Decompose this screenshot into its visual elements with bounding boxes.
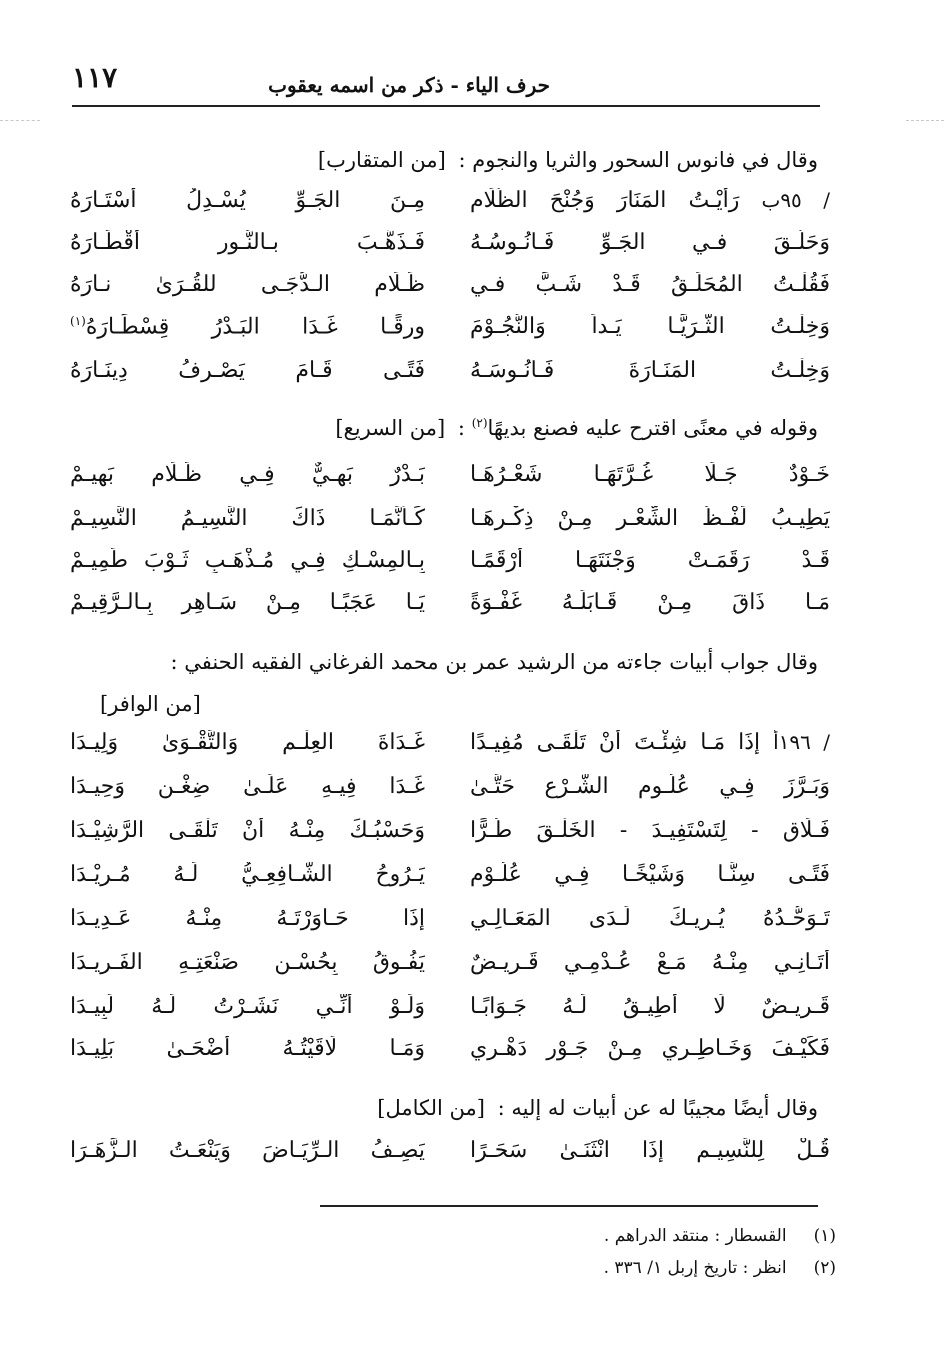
hemistich-left: يَـا عَجَبًـا مِـنْ سَـاهِرٍ بِـالـرَّقِيـمْ (70, 590, 425, 615)
hemistich-right: خَـوْدٌ جَـلَا غُـرَّتَهَـا شَعْـرُهَـا (470, 462, 830, 487)
hemistich-left: يَفُـوقُ بِحُسْـنِ صَنْعَتِـهِ الفَـرِيـدَا (70, 950, 425, 975)
hemistich-right: قَـدْ رَقَمَـتْ وَجْنَتَهَـا أرْقَمًـا (470, 548, 830, 573)
hemistich-left: إذَا حَـاوَرْتَـهُ مِنْـهُ عَـدِيـدَا (70, 906, 425, 931)
hemistich-right: مَـا ذَاقَ مِـنْ قَـابَلَـهُ غَفْـوَةً (470, 590, 830, 615)
hemistich-left: يَـرُوحُ الشَّـافِعِـيُّ لَـهُ مُـرِيْـدَا (70, 862, 425, 887)
verse-line (70, 730, 830, 770)
verse-line (70, 906, 830, 946)
hemistich-right: / ٩٥ب رَأيْـتُ المَنَارَ وَجُنْحَ الظَّلَام (470, 188, 830, 213)
hemistich-right: تَـوَحُّـدُهُ يُـرِيـكَ لَـدَى المَعَـالِـي (470, 906, 830, 931)
meter-label: [من المتقارب] (317, 148, 446, 172)
verse-line (70, 862, 830, 902)
hemistich-right: فَقُلْـتُ المُحَلِّـقُ قَـدْ شَـبَّ فـي (470, 272, 830, 297)
meter-label: [من الكامل] (377, 1096, 485, 1120)
page-header (72, 55, 820, 107)
hemistich-right: فَكَيْـفَ وَخَـاطِـرِي مِـنْ جَـوْرِ دَهْـرِي (470, 1036, 830, 1061)
hemistich-right: فَتًـى سِنًّـا وَشَيْخًـا فِـي عُلُـوْمٍ (470, 862, 830, 887)
verse-line (70, 506, 830, 546)
hemistich-right: وَخِلْـتُ الثُّـرَيَّـا يَـداً وَالنُّجُـوْمَ (470, 314, 830, 339)
hemistich-right: أتَـانِـي مِنْـهُ مَـعْ عُـدْمِـي قَـرِيـضٌ (470, 950, 830, 975)
hemistich-right: قُـلْ لِلنَّسِيـمِ إذَا انْثَنَـىٰ سَحَـرًا (470, 1138, 830, 1163)
hemistich-left: وَلَـوْ أنِّـي نَشَـرْتُ لَـهُ لَبِيـدَا (70, 994, 425, 1019)
scan-mark-right (906, 120, 944, 121)
verse-line (70, 358, 830, 398)
verse-line (70, 462, 830, 502)
section-intro: وقال أيضًا مجيبًا له عن أبيات له إليه : [من الكامل] (377, 1096, 818, 1120)
folio-marker: / ٩٥ب (761, 188, 830, 212)
footnote (604, 1258, 836, 1278)
footnote-text: القسطار : منتقد الدراهم . (603, 1226, 787, 1246)
hemistich-left: ظَـلَامِ الـدُّجَـى للقُـرَىٰ نـارَهُ (70, 272, 425, 297)
meter-label: [من السريع] (335, 416, 446, 440)
verse-line (70, 188, 830, 228)
running-head: حرف الياء - ذكر من اسمه يعقوب (268, 73, 550, 97)
hemistich-left: بِـالمِسْـكِ فِـي مُـذْهَـبٍ ثَـوْبَ طَمِيـمْ (70, 548, 425, 573)
hemistich-left: ورقًـا غَـدَا البَـدْرُ قِسْطَـارَهُ$^{(١)}$ (70, 314, 425, 340)
footnote-number: (٢) (813, 1258, 836, 1278)
verse-line (70, 994, 830, 1034)
scan-mark-left (0, 120, 40, 121)
page-number: ١١٧ (72, 61, 118, 94)
folio-marker: / ١٩٦أ (773, 730, 830, 754)
hemistich-left: فَـذَهَّـبَ بـالنُّـورِ أقْطَـارَهُ (70, 230, 425, 255)
footnote (604, 1226, 836, 1246)
hemistich-right: وَحَلَّـقَ فـي الجَـوِّ فَـانُـوسُـهُ (470, 230, 830, 255)
footnote-rule (320, 1205, 818, 1207)
footnote-text: انظر : تاريخ إربل ١/ ٣٣٦ . (603, 1258, 787, 1278)
hemistich-left: غَـدَا فِيـهِ عَلَـىٰ ضِغْـنٍ وَحِيـدَا (70, 774, 425, 799)
hemistich-left: يَصِـفُ الـرِّيَـاضَ وَيَنْعَـتُ الـزَّهَـرَا (70, 1138, 425, 1163)
footnote-number: (١) (813, 1226, 836, 1246)
hemistich-right: قَـرِيـضٌ لَا أُطِيـقُ لَـهُ جَـوَابًـا (470, 994, 830, 1019)
hemistich-left: مِـنَ الجَـوِّ يُسْـدِلُ أسْتَـارَهُ (70, 188, 425, 213)
hemistich-left: فَتًـى قَـامَ يَصْـرِفُ دِينَـارَهُ (70, 358, 425, 383)
meter-label: [من الوافر] (100, 692, 201, 716)
section-intro: وقوله في معنًى اقترح عليه فصنع بديهًا$^{(٢)}$ : [من السريع] (335, 416, 818, 440)
hemistich-left: كَـأنَّمَـا ذَاكَ النَّسِيـمُ النَّسِيـمْ (70, 506, 425, 531)
hemistich-left: بَـدْرٌ بَهِـيٌّ فِـي ظَـلَامٍ بَهِيـمْ (70, 462, 425, 487)
hemistich-right: فَـلَاقِ - لِتَسْتَفِيـدَ - الخَلْـقَ طُـرًّا (470, 818, 830, 843)
verse-line (70, 230, 830, 270)
section-intro: وقال في فانوس السحور والثريا والنجوم : [من المتقارب] (317, 148, 818, 172)
verse-line (70, 1036, 830, 1076)
verse-line (70, 1138, 830, 1178)
verse-line (70, 314, 830, 354)
verse-line (70, 818, 830, 858)
hemistich-left: وَمَـا لَاقَيْتُـهُ أضْحَـىٰ بَلِيـدَا (70, 1036, 425, 1061)
hemistich-right: وَبَـرَّزَ فِـي عُلُـومِ الشَّـرْعِ حَتَّـىٰ (470, 774, 830, 799)
footnote-ref: (١) (70, 314, 86, 328)
hemistich-left: غَـدَاةَ العِلْـمِ وَالتَّقْـوَىٰ وَلِيـدَا (70, 730, 425, 755)
verse-line (70, 548, 830, 588)
verse-line (70, 950, 830, 990)
hemistich-right: وَخِلْـتُ المَنَـارَةَ فَـانُـوسَـهُ (470, 358, 830, 383)
verse-line (70, 590, 830, 630)
section-intro: وقال جواب أبيات جاءته من الرشيد عمر بن محمد الفرغاني الفقيه الحنفي : (170, 650, 818, 674)
hemistich-right: / ١٩٦أ إذَا مَـا شِئْـتَ أنْ تَلْقَـى مُفِيـدًا (470, 730, 830, 755)
verse-line (70, 272, 830, 312)
footnote-ref: (٢) (471, 416, 488, 430)
verse-line (70, 774, 830, 814)
hemistich-right: يَطِيـبُ لَفْـظُ الشِّعْـرِ مِـنْ ذِكْـرِهَـا (470, 506, 830, 531)
hemistich-left: وَحَسْبُـكَ مِنْـهُ أنْ تَلْقَـى الرَّشِيْـدَا (70, 818, 425, 843)
